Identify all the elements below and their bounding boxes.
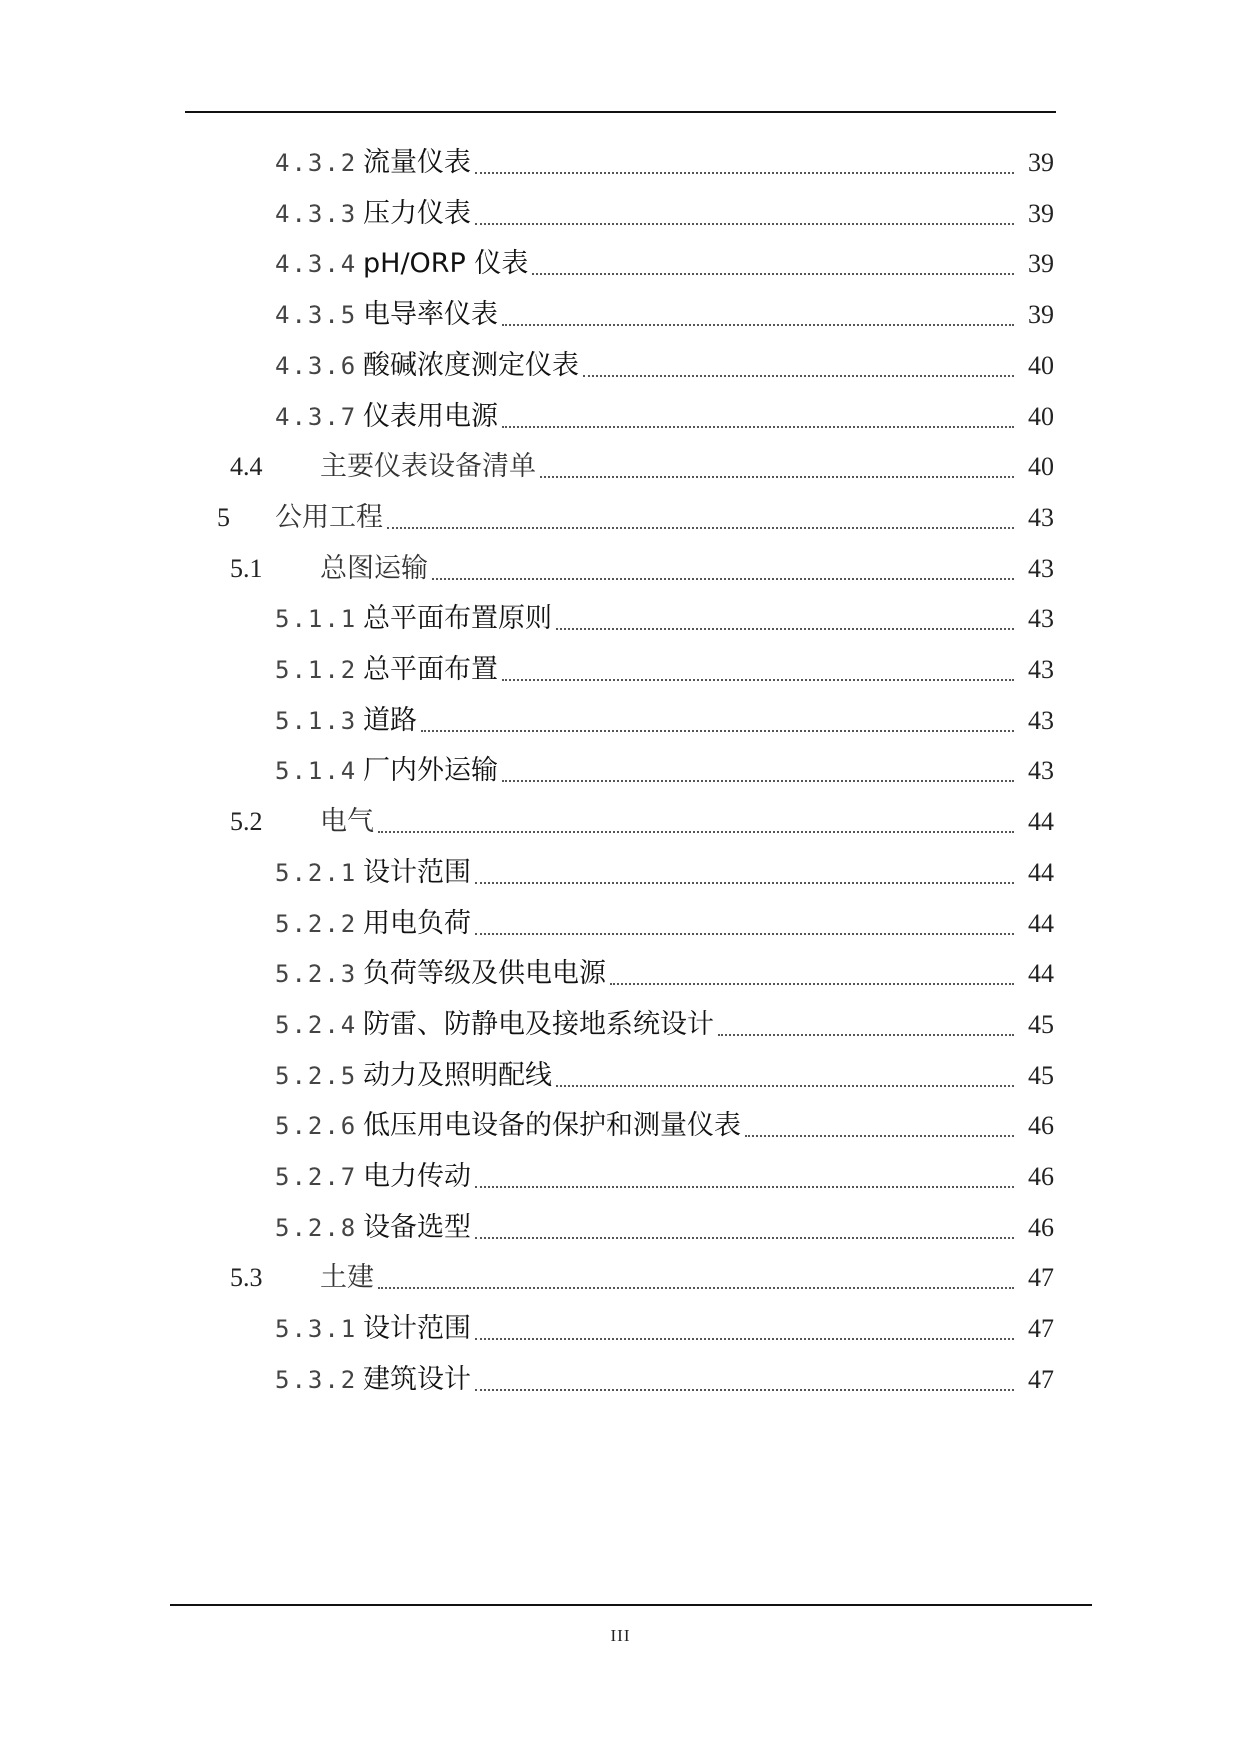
toc-entry-number: 4.3.7 (275, 402, 358, 431)
toc-entry-title: 厂内外运输 (363, 755, 498, 787)
toc-entry-title: 流量仪表 (363, 147, 471, 178)
footer-page-number: III (610, 1626, 631, 1645)
toc-entry[interactable] (275, 650, 1054, 690)
toc-entry-number: 5.2.5 (275, 1061, 358, 1090)
header-rule (185, 111, 1056, 113)
toc-entry[interactable] (275, 1157, 1054, 1197)
toc-entry[interactable] (275, 143, 1054, 183)
toc-entry[interactable] (275, 194, 1054, 234)
toc-entry[interactable] (275, 701, 1054, 741)
toc-entry[interactable] (275, 853, 1054, 893)
toc-entry-title: 电气 (320, 806, 374, 838)
toc-entry[interactable] (275, 1360, 1054, 1400)
toc-entry-title: 电力传动 (363, 1161, 471, 1192)
toc-entry-page: 47 (1028, 1314, 1054, 1344)
toc-entry-number: 5.1.1 (275, 605, 358, 634)
toc-entry-number: 4.4 (230, 452, 263, 482)
toc-entry-page: 44 (1028, 908, 1054, 938)
toc-dot-leader (475, 172, 1014, 174)
toc-entry-number: 4.3.4 (275, 250, 358, 279)
toc-entry[interactable] (275, 244, 1054, 284)
toc-entry-page: 44 (1028, 807, 1054, 837)
toc-entry-number: 5 (217, 502, 230, 532)
toc-entry-page: 44 (1028, 959, 1054, 989)
toc-entry-page: 40 (1028, 401, 1054, 431)
toc-dot-leader (502, 679, 1014, 681)
toc-entry-page: 39 (1028, 300, 1054, 330)
toc-dot-leader (387, 527, 1014, 529)
toc-entry-title: 防雷、防静电及接地系统设计 (363, 1008, 714, 1040)
toc-entry-title: pH/ORP 仪表 (363, 248, 529, 280)
toc-entry-number: 4.3.5 (275, 301, 358, 330)
toc-entry-number: 5.3.1 (275, 1315, 358, 1344)
toc-dot-leader (583, 375, 1014, 377)
toc-dot-leader (556, 1085, 1014, 1087)
toc-entry-number: 5.1 (230, 553, 263, 583)
toc-entry-page: 43 (1028, 756, 1054, 786)
toc-dot-leader (475, 223, 1014, 225)
toc-dot-leader (718, 1034, 1014, 1036)
toc-entry-title: 设计范围 (363, 856, 471, 888)
toc-entry-title: 仪表用电源 (363, 400, 498, 432)
toc-entry[interactable] (230, 549, 1054, 589)
toc-dot-leader (475, 1186, 1014, 1188)
toc-entry-number: 4.3.3 (275, 199, 358, 228)
toc-entry-title: 土建 (320, 1262, 374, 1294)
toc-entry-title: 公用工程 (275, 501, 383, 533)
toc-entry[interactable] (275, 295, 1054, 335)
toc-entry-title: 总平面布置 (363, 654, 498, 685)
toc-entry-number: 5.2.1 (275, 858, 358, 887)
toc-entry-page: 39 (1028, 148, 1054, 177)
toc-entry-title: 电导率仪表 (363, 299, 498, 331)
toc-entry-title: 设计范围 (363, 1313, 471, 1345)
toc-entry-title: 压力仪表 (363, 197, 471, 229)
toc-dot-leader (502, 324, 1014, 326)
toc-entry-number: 5.2.7 (275, 1163, 358, 1191)
toc-dot-leader (502, 780, 1014, 782)
toc-entry[interactable] (230, 1258, 1054, 1298)
toc-entry-page: 46 (1028, 1111, 1054, 1141)
toc-entry-number: 5.2.8 (275, 1213, 358, 1242)
toc-entry[interactable] (275, 1005, 1054, 1045)
toc-entry-number: 5.2 (230, 807, 263, 837)
toc-entry[interactable] (275, 599, 1054, 639)
toc-dot-leader (532, 273, 1014, 275)
toc-dot-leader (610, 983, 1014, 985)
toc-entry-page: 43 (1028, 604, 1054, 634)
toc-entry-number: 5.1.4 (275, 757, 358, 786)
toc-entry[interactable] (275, 1309, 1054, 1349)
toc-entry-number: 5.1.2 (275, 656, 358, 684)
toc-entry-page: 43 (1028, 553, 1054, 583)
toc-dot-leader (556, 628, 1014, 630)
toc-entry[interactable] (275, 346, 1054, 386)
toc-entry-number: 5.2.3 (275, 960, 358, 989)
toc-entry-page: 43 (1028, 705, 1054, 735)
toc-entry-title: 用电负荷 (363, 907, 471, 939)
toc-entry-page: 39 (1028, 249, 1054, 279)
toc-entry-number: 5.3 (230, 1263, 263, 1293)
toc-dot-leader (432, 578, 1014, 580)
toc-dot-leader (421, 730, 1014, 732)
toc-entry-number: 5.2.6 (275, 1112, 358, 1141)
toc-entry-page: 45 (1028, 1060, 1054, 1090)
toc-entry-page: 40 (1028, 350, 1054, 380)
toc-dot-leader (502, 426, 1014, 428)
toc-entry-title: 低压用电设备的保护和测量仪表 (363, 1110, 741, 1142)
toc-entry-title: 道路 (363, 704, 417, 736)
toc-entry[interactable] (275, 954, 1054, 994)
toc-entry-number: 4.3.6 (275, 351, 358, 380)
toc-entry-title: 总图运输 (320, 552, 428, 584)
toc-entry-number: 5.1.3 (275, 706, 358, 735)
toc-dot-leader (475, 882, 1014, 884)
footer-rule (170, 1604, 1092, 1606)
toc-entry-title: 总平面布置原则 (363, 603, 552, 635)
toc-dot-leader (475, 933, 1014, 935)
toc-entry[interactable] (275, 904, 1054, 944)
toc-dot-leader (475, 1389, 1014, 1391)
toc-entry-page: 46 (1028, 1162, 1054, 1191)
toc-entry-page: 43 (1028, 502, 1054, 532)
toc-entry-page: 46 (1028, 1212, 1054, 1242)
toc-entry-title: 设备选型 (363, 1211, 471, 1243)
toc-entry[interactable] (275, 397, 1054, 437)
toc-dot-leader (378, 831, 1014, 833)
toc-dot-leader (745, 1135, 1014, 1137)
toc-entry-title: 负荷等级及供电电源 (363, 958, 606, 990)
toc-dot-leader (378, 1287, 1014, 1289)
toc-entry-page: 39 (1028, 198, 1054, 228)
toc-entry-page: 47 (1028, 1263, 1054, 1293)
toc-entry-title: 主要仪表设备清单 (320, 451, 536, 483)
toc-entry-page: 40 (1028, 452, 1054, 482)
toc-dot-leader (540, 476, 1014, 478)
toc-entry-number: 4.3.2 (275, 149, 358, 177)
toc-dot-leader (475, 1338, 1014, 1340)
toc-entry[interactable] (275, 1106, 1054, 1146)
toc-dot-leader (475, 1237, 1014, 1239)
toc-entry-number: 5.2.4 (275, 1010, 358, 1039)
toc-entry-page: 47 (1028, 1364, 1054, 1394)
toc-entry-title: 动力及照明配线 (363, 1059, 552, 1091)
toc-entry-number: 5.3.2 (275, 1365, 358, 1394)
toc-entry[interactable] (275, 1208, 1054, 1248)
toc-entry-number: 5.2.2 (275, 909, 358, 938)
toc-entry-title: 酸碱浓度测定仪表 (363, 349, 579, 381)
toc-entry[interactable] (275, 751, 1054, 791)
toc-entry[interactable] (217, 498, 1054, 538)
toc-entry[interactable] (230, 802, 1054, 842)
toc-entry[interactable] (230, 447, 1054, 487)
toc-entry-page: 44 (1028, 857, 1054, 887)
toc-entry-page: 43 (1028, 655, 1054, 684)
toc-entry[interactable] (275, 1056, 1054, 1096)
toc-entry-page: 45 (1028, 1009, 1054, 1039)
toc-entry-title: 建筑设计 (363, 1363, 471, 1395)
